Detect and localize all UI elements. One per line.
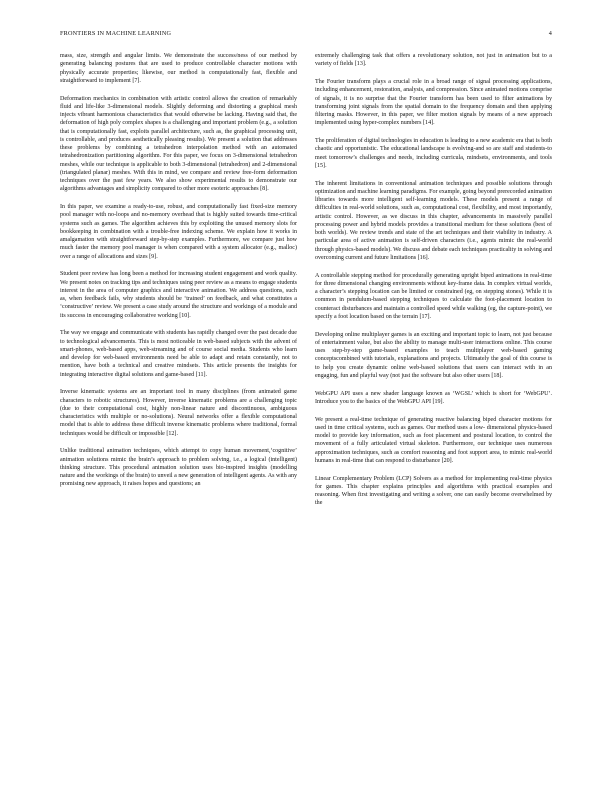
paragraph: Student peer review has long been a method for increasing student engagement and work quality. We present notes on tracking tips and techniques using peer review as a means to engage students interest in the area of computer graphics and interactive animation. We address questions, such as, when feedback fails, why students should be ‘trained’ on feedback, and what constitutes a ‘constructive’ review. We present a case study around the structure and workings of a module and its success in encouraging collaborative working [10]. xyxy=(60,271,297,319)
paragraph: mass, size, strength and angular limits. We demonstrate the success/ness of our method by generating balancing postures that are used to produce controllable character motions with physically accurate properties; likewise, our method is computationally fast, flexible and straightforward to implement [7]. xyxy=(60,53,297,84)
right-column xyxy=(315,52,552,776)
paragraph: Unlike traditional animation techniques, which attempt to copy human movement,‘cognitive’ animation solutions mimic the brain’s approach to problem solving, i.e., a logical (intelligent) thinking structure. This procedural animation solution uses bio-inspired insights (modelling nature and the workings of the brain) to unveil a new generation of intelligent agents. As with any promising new approach, it raises hopes and questions; an xyxy=(60,448,297,488)
paragraph: We present a real-time technique of generating reactive balancing biped character motions for used in time critical systems, such as games. Our method uses a low- dimensional physics-based model to provide key information, such as foot placement and postural location, to control the movement of a fully articulated virtual skeleton. Furthermore, our technique uses numerous approximation techniques, such as comfort reasoning and foot support area, to mimic real-world humans in real-time that can respond to disturbance [20]. xyxy=(315,416,552,464)
page-number: 4 xyxy=(548,29,552,37)
paragraph: Developing online multiplayer games is an exciting and important topic to learn, not just because of entertainment value, but also the ability to manage multi-user interactions online. This course uses step-by-step game-based examples to teach multiplayer web-based gaming conceptscombined with tutorials, explanations and projects. Ultimately the goal of this course is to help you create dynamic online web-based solutions that users can interact with in an engaging, fun and playful way (not just the software but also other users [18]. xyxy=(315,331,552,379)
journal-name: FRONTIERS IN MACHINE LEARNING xyxy=(60,29,172,37)
left-column xyxy=(60,52,297,776)
paragraph: A controllable stepping method for procedurally generating upright biped animations in real-time for three dimensional changing environments without key-frame data. In complex virtual worlds, a character’s stepping location can be limited or constrained (eg, on stepping stones). While it is common in pendulum-based stepping techniques to calculate the foot-placement location to counteract disturbances and maintain a controlled speed while walking (eg, the capture-point), we specify a foot location based on the terrain [17]. xyxy=(315,272,552,320)
paragraph: The way we engage and communicate with students has rapidly changed over the past decade due to technological advancements. This is most noticeable in web-based subjects with the advent of smart-phones, web-based apps, web-streaming and of course social media. Students who learn and develop for web-based environments need be able to adapt and retain constantly, not to mention, have both a technical and creative mindsets. This article presents the insights for integrating interactive digital solutions and game-based [11]. xyxy=(60,330,297,378)
paragraph: Inverse kinematic systems are an important tool in many disciplines (from animated game characters to robotic structures). However, inverse kinematic problems are a challenging topic (due to their computational cost, highly non-linear nature and discontinuous, ambiguous characteristics with multiple or no-solutions). Neural networks offer a flexible computational model that is able to address these difficult inverse kinematic problems where traditional, formal techniques would be difficult or impossible [12]. xyxy=(60,389,297,437)
paragraph: extremely challenging task that offers a revolutionary solution, not just in animation but to a variety of fields [13]. xyxy=(315,53,552,68)
paragraph: Deformation mechanics in combination with artistic control allows the creation of remarkably fluid and life-like 3-dimensional models. Slightly deforming and distorting a graphical mesh injects vibrant harmonious characteristics that would otherwise be lacking. Having said that, the deformation of high poly complex shapes is a challenging and important problem (e.g., a solution that is computationally fast, exploits parallel architecture, such as, the graphical processing unit, is controllable, and produces aesthetically pleasing results). We present a solution that addresses these problems by combining a tetrahedron interpolation method with an automated tetrahedronization partitioning algorithm. For this paper, we focus on 3-dimensional tetrahedron meshes, while our technique is applicable to both 3-dimensional (tetrahedron) and 2-dimensional (triangulated planar) meshes. With this in mind, we compare and review free-form deformation techniques over the past few years. We also show experimental results to demonstrate our algorithms advantages and simplicity compared to other more esoteric approaches [8]. xyxy=(60,95,297,193)
paragraph: The Fourier transform plays a crucial role in a broad range of signal processing applications, including enhancement, restoration, analysis, and compression. Since animated motions comprise of signals, it is no surprise that the Fourier transform has been used to filter animations by transforming joint signals from the spatial domain to the frequency domain and then applying filtering masks. However, in this paper, we filter motion signals by means of a new approach implemented using hyper-complex numbers [14]. xyxy=(315,79,552,127)
paragraph: The inherent limitations in conventional animation techniques and possible solutions through optimization and machine learning paradigms. For example, going beyond prerecorded animation libraries towards more intelligent self-learning models. These models present a range of difficulties in real-world solutions, such as, computational cost, flexibility, and most importantly, artistic control. However, as we discuss in this chapter, advancements in massively parallel processing power and hybrid models provides a transitional medium for these solutions (best of both worlds). We review trends and state of the art techniques and their viability in industry. A particular area of active animation is self-driven characters (i.e., agents mimic the real-world through physics-based models). We discuss and debate each techniques practicality in solving and overcoming current and future limitations [16]. xyxy=(315,180,552,261)
two-column-body xyxy=(60,52,552,776)
paragraph: Linear Complementary Problem (LCP) Solvers as a method for implementing real-time physics for games. This chapter explains principles and algorithms with practical examples and reasoning. When first investigating and writing a solver, one can easily become overwhelmed by the xyxy=(315,475,552,507)
running-header xyxy=(60,28,552,38)
paragraph: The proliferation of digital technologies in education is leading to a new academic era that is both chaotic and opportunistic. The educational landscape is evolving-and so are staff and students-to meet tomorrow’s challenges and needs, including curricula, mindsets, environments, and tools [15]. xyxy=(315,138,552,169)
paragraph: WebGPU API uses a new shader language known as ‘WGSL’ which is short for ‘WebGPU’. Introduce you to the basics of the WebGPU API [19]. xyxy=(315,390,552,405)
paragraph: In this paper, we examine a ready-to-use, robust, and computationally fast fixed-size memory pool manager with no-loops and no-memory overhead that is highly suited towards time-critical systems such as games. The algorithm achieves this by exploiting the unused memory slots for bookkeeping in combination with a trouble-free indexing scheme. We explain how it works in amalgamation with straightforward step-by-step examples. Furthermore, we compare just how much faster the memory pool manager is when compared with a system allocator (e.g., malloc) over a range of allocations and sizes [9]. xyxy=(60,204,297,260)
